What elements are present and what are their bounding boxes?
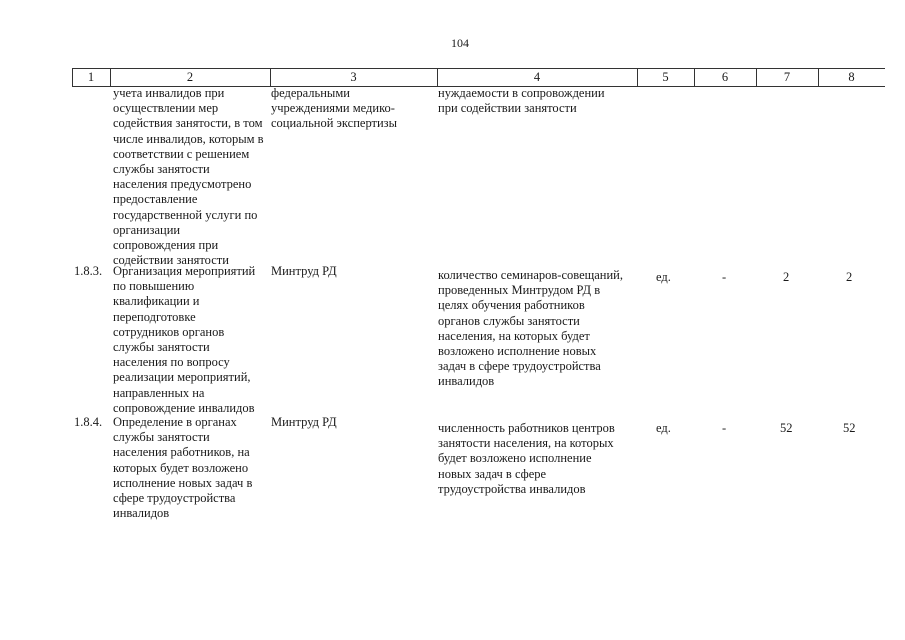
column-header-6: 6 bbox=[721, 70, 729, 84]
row-value-col8: 2 bbox=[846, 270, 853, 284]
column-header-4: 4 bbox=[533, 70, 541, 84]
column-header-2: 2 bbox=[186, 70, 194, 84]
row-value-col7: 52 bbox=[780, 421, 793, 435]
column-header-1: 1 bbox=[87, 70, 95, 84]
row-description: учета инвалидов при осуществлении мер содействия занятости, в том числе инвалидов, которым в соответствии с решением службы занятости населения предусмотрено предоставление государственной услуги по организации сопровождения при содействии занятости bbox=[113, 86, 264, 268]
row-value-col8: 52 bbox=[843, 421, 856, 435]
row-base-value: - bbox=[722, 421, 727, 435]
column-header-5: 5 bbox=[662, 70, 669, 84]
row-indicator: численность работников центров занятости населения, на которых будет возложено исполнение новых задач в сфере трудоустройства инвалидов bbox=[438, 421, 615, 496]
row-base-value: - bbox=[722, 270, 727, 284]
row-indicator: количество семинаров-совещаний, проведенных Минтрудом РД в целях обучения работников органов службы занятости населения, на которых будет возложено исполнение новых задач в сфере трудоустройства инвалидов bbox=[438, 268, 623, 389]
row-indicator: нуждаемости в сопровождении при содействии занятости bbox=[438, 86, 605, 116]
column-header-8: 8 bbox=[848, 70, 855, 84]
column-header-3: 3 bbox=[350, 70, 357, 84]
row-unit: ед. bbox=[656, 270, 671, 284]
page-number: 104 bbox=[451, 36, 469, 50]
row-description: Определение в органах службы занятости населения работников, на которых будет возложено исполнение новых задач в сфере трудоустройства инвалидов bbox=[113, 415, 253, 521]
row-responsible: Минтруд РД bbox=[271, 264, 337, 278]
row-responsible: Минтруд РД bbox=[271, 415, 337, 429]
row-number: 1.8.4. bbox=[74, 415, 103, 429]
row-number: 1.8.3. bbox=[74, 264, 103, 278]
row-value-col7: 2 bbox=[783, 270, 790, 284]
row-description: Организация мероприятий по повышению квалификации и переподготовке сотрудников органов службы занятости населения по вопросу реализации мероприятий, направленных на сопровождение инвалидов bbox=[113, 264, 256, 415]
row-unit: ед. bbox=[656, 421, 671, 435]
column-header-7: 7 bbox=[783, 70, 791, 84]
row-responsible: федеральными учреждениями медико- социальной экспертизы bbox=[271, 86, 398, 131]
